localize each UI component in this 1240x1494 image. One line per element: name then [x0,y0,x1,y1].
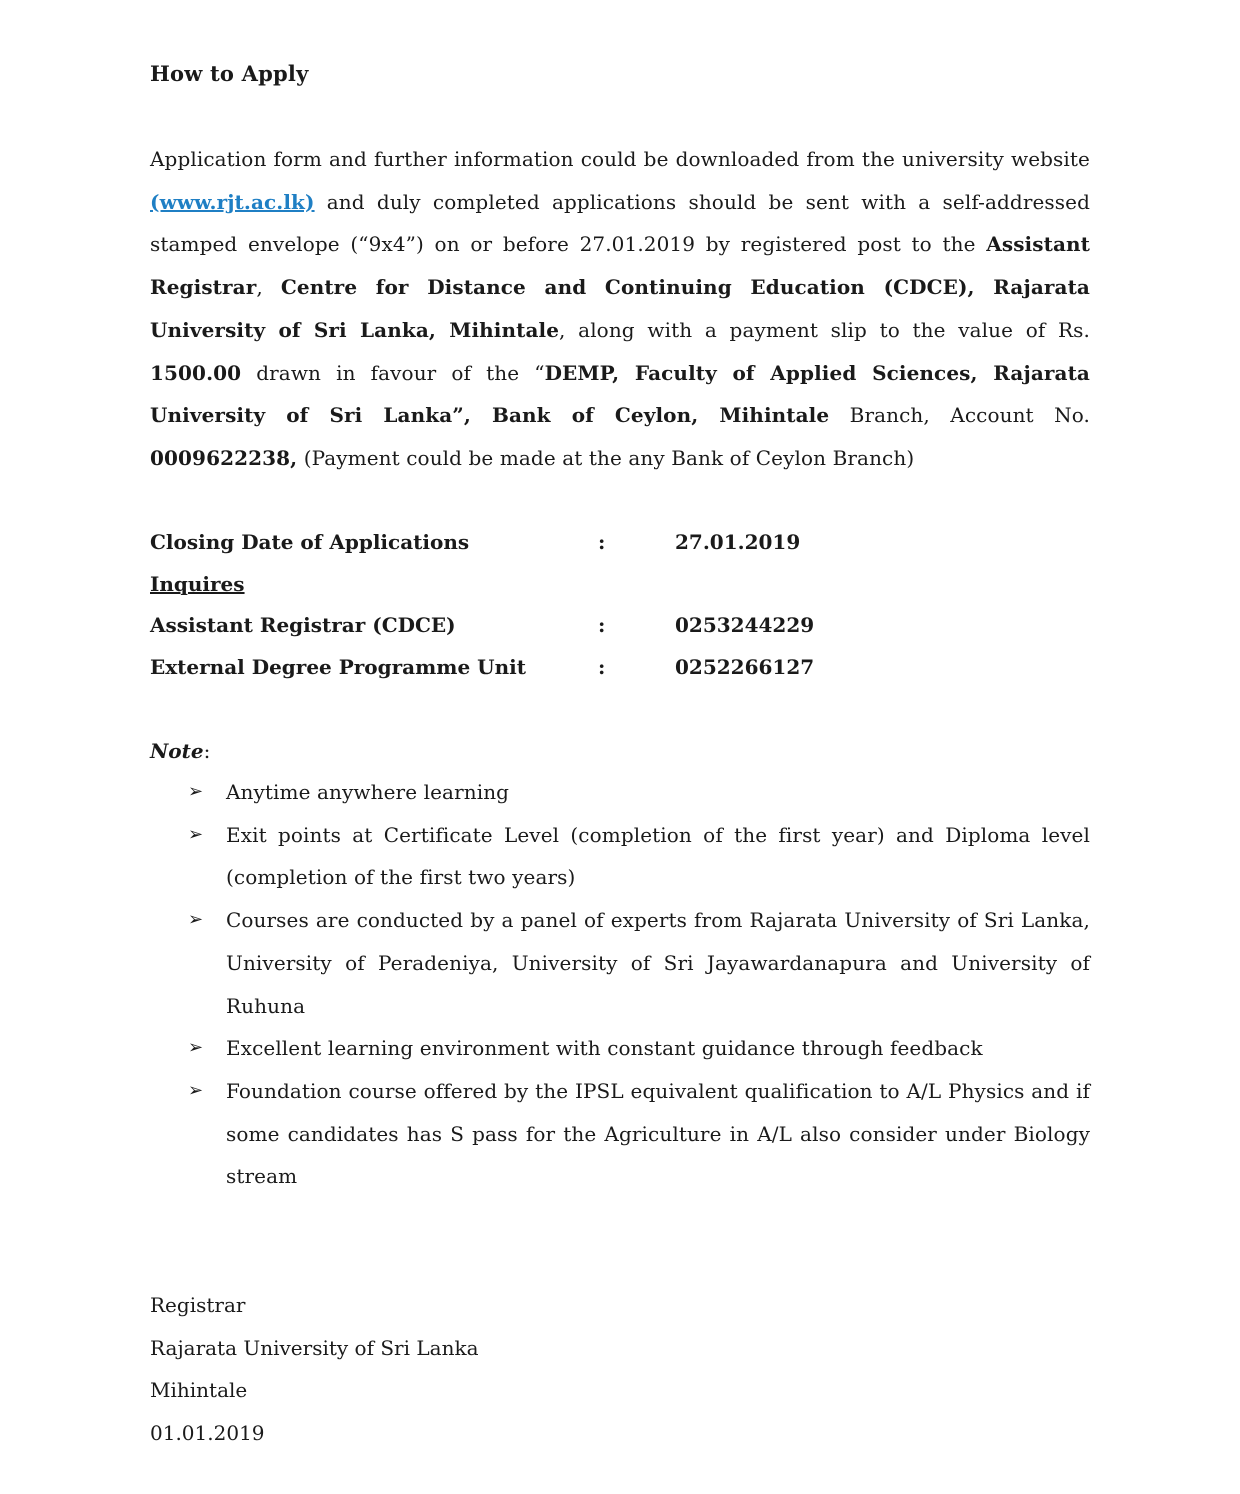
para-text: Application form and further information could be downloaded from the university website [150,147,1090,171]
note-list [150,771,1090,1198]
signature-date: 01.01.2019 [150,1420,265,1445]
row-colon: : [598,613,606,637]
list-item [150,899,1090,1027]
list-item [150,771,1090,814]
list-item-text: Courses are conducted by a panel of experts from Rajarata University of Sri Lanka, University of Peradeniya, University of Sri Jayawardanapura and University of Ruhuna [226,908,1090,1018]
fee-amount: 1500.00 [150,360,242,385]
section-heading: How to Apply [150,61,309,86]
contact-row [150,651,1090,683]
contact-phone: 0252266127 [675,655,815,679]
list-item-text: Anytime anywhere learning [226,780,510,804]
list-item-text: Excellent learning environment with constant guidance through feedback [226,1036,983,1061]
signature-title: Registrar [150,1293,246,1317]
para-text: Branch, Account No. [829,403,1090,428]
arrow-bullet-icon: ➢ [188,823,204,845]
contact-label: Assistant Registrar (CDCE) [150,613,456,637]
para-bold: Assistant Registrar [150,232,1090,300]
para-text: and duly completed applications should be sent with a self-addressed stamped envelope (“9x4”) on or before 27.01.2019 by registered post to the [150,189,1090,257]
row-colon: : [598,655,606,679]
arrow-bullet-icon: ➢ [188,1079,204,1101]
para-text: , along with a payment slip to the value of Rs. [559,317,1090,342]
note-label-text: Note [150,739,204,763]
arrow-bullet-icon: ➢ [188,909,204,931]
signature-place: Mihintale [150,1378,248,1402]
note-label [150,735,210,767]
signature-block [150,1284,479,1454]
arrow-bullet-icon: ➢ [188,1037,204,1059]
contact-label: External Degree Programme Unit [150,655,526,679]
closing-date-row [150,526,1090,558]
list-item-text: Foundation course offered by the IPSL equivalent qualification to A/L Physics and if some candidates has S pass for the Agriculture in A/L also consider under Biology stream [226,1078,1090,1189]
inquires-row [150,568,1090,600]
para-text: (Payment could be made at the any Bank of Ceylon Branch) [297,445,915,470]
para-bold: Centre for Distance and Continuing Education (CDCE), Rajarata University of Sri Lanka, Mihintale [150,275,1090,342]
closing-date-label: Closing Date of Applications [150,530,470,554]
website-link[interactable]: (www.rjt.ac.lk) [150,189,315,214]
para-text: drawn in favour of the “ [241,360,545,385]
application-paragraph [150,138,1090,480]
contact-phone: 0253244229 [675,613,815,637]
list-item [150,814,1090,899]
row-colon: : [598,530,606,554]
arrow-bullet-icon: ➢ [188,781,204,802]
closing-date-value: 27.01.2019 [675,530,801,554]
para-bold: DEMP, Faculty of Applied Sciences, Rajarata University of Sri Lanka”, Bank of Ceylon, Mihintale [150,360,1090,428]
para-text: , [256,275,281,300]
note-colon: : [203,739,211,763]
list-item [150,1070,1090,1198]
contact-row [150,609,1090,641]
list-item-text: Exit points at Certificate Level (completion of the first year) and Diploma level (completion of the first two years) [226,822,1090,890]
list-item [150,1027,1090,1070]
account-number: 0009622238, [150,445,298,470]
inquires-label: Inquires [150,572,245,596]
signature-org: Rajarata University of Sri Lanka [150,1335,479,1360]
